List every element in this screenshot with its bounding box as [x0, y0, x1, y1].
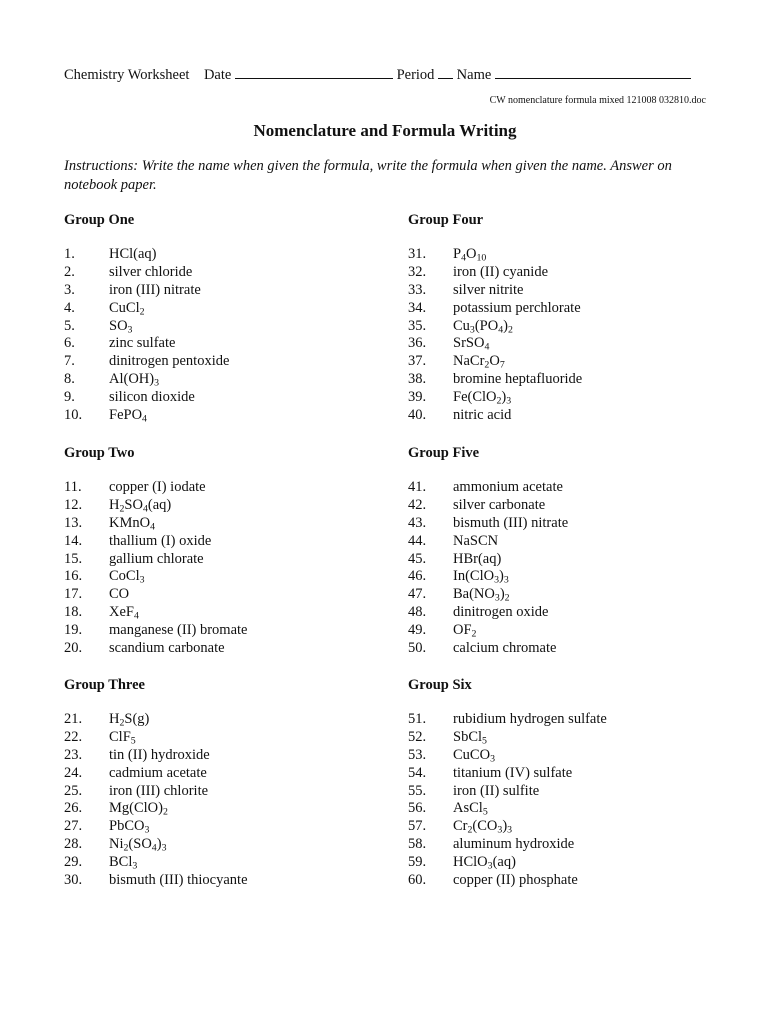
question-number: 55. — [408, 782, 427, 799]
question-number: 19. — [64, 622, 83, 639]
question-text: $Fe(ClO_2)_3$ — [453, 389, 512, 407]
question-text: scandium carbonate — [109, 640, 225, 657]
question-number: 16. — [64, 568, 83, 585]
question-number: 48. — [408, 604, 427, 621]
question-text: $OF_2$ — [453, 622, 477, 640]
question-text: silver chloride — [109, 263, 193, 280]
question-number: 12. — [64, 496, 83, 513]
group-title: Group Three — [64, 677, 145, 693]
question-text: HBr(aq) — [453, 550, 502, 567]
header-line — [64, 64, 714, 85]
question-text: $Mg(ClO)_2$ — [109, 800, 168, 818]
instructions — [64, 157, 704, 195]
question-number: 32. — [408, 263, 427, 280]
question-text: $In(ClO_3)_3$ — [453, 568, 509, 586]
question-number: 51. — [408, 711, 427, 727]
question-text: iron (III) chlorite — [109, 782, 209, 799]
question-text: iron (II) cyanide — [453, 263, 549, 280]
question-number: 60. — [408, 872, 427, 889]
question-text: HCl(aq) — [109, 246, 157, 262]
question-text: bismuth (III) nitrate — [453, 514, 569, 531]
question-number: 25. — [64, 782, 83, 799]
question-text: $Ni_2(SO_4)_3$ — [109, 836, 167, 854]
question-number: 5. — [64, 317, 75, 334]
question-number: 27. — [64, 818, 83, 835]
question-text: AsCl$_5$ — [453, 800, 488, 818]
question-text: SrSO$_4$ — [453, 335, 490, 353]
question-number: 28. — [64, 836, 83, 853]
group-title: Group Four — [408, 212, 484, 228]
question-text: ClF$_5$ — [109, 728, 136, 747]
question-text: $Cu_3(PO_4)_2$ — [453, 317, 513, 336]
question-number: 29. — [64, 854, 83, 871]
question-number: 36. — [408, 335, 427, 352]
question-text: NaSCN — [453, 532, 499, 549]
question-number: 10. — [64, 407, 83, 424]
question-text: bismuth (III) thiocyante — [109, 872, 248, 889]
question-number: 13. — [64, 514, 83, 531]
question-number: 4. — [64, 299, 75, 316]
page-title: Nomenclature and Formula Writing — [253, 121, 517, 140]
question-number: 23. — [64, 746, 83, 763]
question-number: 40. — [408, 407, 427, 424]
question-text: dinitrogen pentoxide — [109, 353, 230, 370]
question-number: 30. — [64, 872, 83, 889]
question-text: $NaCr_2O_7$ — [453, 353, 505, 371]
question-number: 9. — [64, 389, 75, 406]
question-text: cadmium acetate — [109, 764, 207, 781]
question-text: copper (II) phosphate — [453, 872, 578, 889]
question-text: potassium perchlorate — [453, 299, 581, 316]
question-text: tin (II) hydroxide — [109, 746, 210, 763]
question-number: 33. — [408, 281, 427, 298]
question-number: 1. — [64, 246, 75, 262]
question-number: 2. — [64, 263, 75, 280]
name-label: Name — [456, 67, 492, 83]
question-number: 59. — [408, 854, 427, 871]
question-text: calcium chromate — [453, 640, 557, 657]
question-text: ammonium acetate — [453, 479, 563, 495]
question-number: 22. — [64, 728, 83, 745]
question-number: 31. — [408, 246, 427, 262]
question-text: silver carbonate — [453, 496, 546, 513]
question-text: gallium chlorate — [109, 550, 204, 567]
question-text: copper (I) iodate — [109, 479, 206, 495]
question-number: 46. — [408, 568, 427, 585]
question-number: 53. — [408, 746, 427, 763]
question-number: 11. — [64, 479, 82, 495]
question-text: HClO$_3$(aq) — [453, 854, 516, 872]
question-text: BCl$_3$ — [109, 854, 138, 872]
question-number: 3. — [64, 281, 75, 298]
question-number: 18. — [64, 604, 83, 621]
question-text: titanium (IV) sulfate — [453, 764, 573, 781]
question-text: XeF$_4$ — [109, 604, 139, 622]
question-number: 56. — [408, 800, 427, 817]
question-text: aluminum hydroxide — [453, 836, 575, 853]
question-number: 35. — [408, 317, 427, 334]
period-blank[interactable] — [438, 64, 453, 79]
question-number: 41. — [408, 479, 427, 495]
question-text: CuCO$_3$ — [453, 746, 495, 765]
question-number: 43. — [408, 514, 427, 531]
question-number: 39. — [408, 389, 427, 406]
question-text: thallium (I) oxide — [109, 532, 212, 549]
question-number: 38. — [408, 371, 427, 388]
question-text: $Al(OH)_3$ — [109, 371, 160, 389]
question-text: zinc sulfate — [109, 335, 176, 352]
question-number: 8. — [64, 371, 75, 388]
question-number: 21. — [64, 711, 83, 727]
question-number: 58. — [408, 836, 427, 853]
question-number: 15. — [64, 550, 83, 567]
question-number: 20. — [64, 640, 83, 657]
question-text: KMnO$_4$ — [109, 514, 156, 533]
question-text: manganese (II) bromate — [109, 622, 248, 639]
question-text: $SO_3$ — [109, 317, 133, 336]
question-number: 24. — [64, 764, 83, 781]
question-number: 47. — [408, 586, 427, 603]
question-text: FePO$_4$ — [109, 407, 147, 425]
question-text: CO — [109, 586, 130, 603]
question-text: silver nitrite — [453, 281, 524, 298]
group-title: Group Six — [408, 677, 472, 693]
question-text: CuCl$_2$ — [109, 299, 145, 318]
question-number: 50. — [408, 640, 427, 657]
date-blank[interactable] — [235, 64, 393, 79]
group-title: Group Two — [64, 445, 135, 461]
question-text: iron (III) nitrate — [109, 281, 201, 298]
question-text: bromine heptafluoride — [453, 371, 583, 388]
question-number: 26. — [64, 800, 83, 817]
question-number: 6. — [64, 335, 75, 352]
instructions-text: : Write the name when given the formula, write the formula when given the name. Answer on notebook paper. — [64, 158, 672, 193]
date-label: Date — [203, 67, 232, 83]
question-text: rubidium hydrogen sulfate — [453, 711, 607, 727]
question-number: 7. — [64, 353, 75, 370]
question-number: 34. — [408, 299, 427, 316]
question-number: 37. — [408, 353, 427, 370]
period-label: Period — [396, 67, 435, 83]
question-text: nitric acid — [453, 407, 512, 424]
question-text: CoCl$_3$ — [109, 568, 145, 586]
question-number: 52. — [408, 728, 427, 745]
question-text: $Ba(NO_3)_2$ — [453, 586, 510, 604]
group-title: Group One — [64, 212, 135, 228]
question-text: $H_2SO_4(aq)$ — [109, 496, 172, 515]
question-number: 45. — [408, 550, 427, 567]
group-title: Group Five — [408, 445, 480, 461]
question-number: 57. — [408, 818, 427, 835]
question-text: dinitrogen oxide — [453, 604, 549, 621]
question-text: $H_2S(g)$ — [109, 711, 150, 729]
instructions-lead: Instructions — [64, 158, 134, 174]
question-number: 42. — [408, 496, 427, 513]
question-text: PbCO$_3$ — [109, 818, 150, 836]
question-text: iron (II) sulfite — [453, 782, 540, 799]
question-number: 17. — [64, 586, 83, 603]
question-text: silicon dioxide — [109, 389, 195, 406]
question-number: 14. — [64, 532, 83, 549]
question-number: 44. — [408, 532, 427, 549]
question-number: 49. — [408, 622, 427, 639]
question-text: $P_4O_{10}$ — [453, 246, 487, 264]
question-text: $Cr_2(CO_3)_3$ — [453, 818, 513, 836]
worksheet-label: Chemistry Worksheet — [64, 67, 190, 83]
question-text: SbCl$_5$ — [453, 728, 487, 747]
document-filename: CW nomenclature formula mixed 121008 032810.doc — [489, 95, 706, 106]
name-blank[interactable] — [495, 64, 691, 79]
question-number: 54. — [408, 764, 427, 781]
